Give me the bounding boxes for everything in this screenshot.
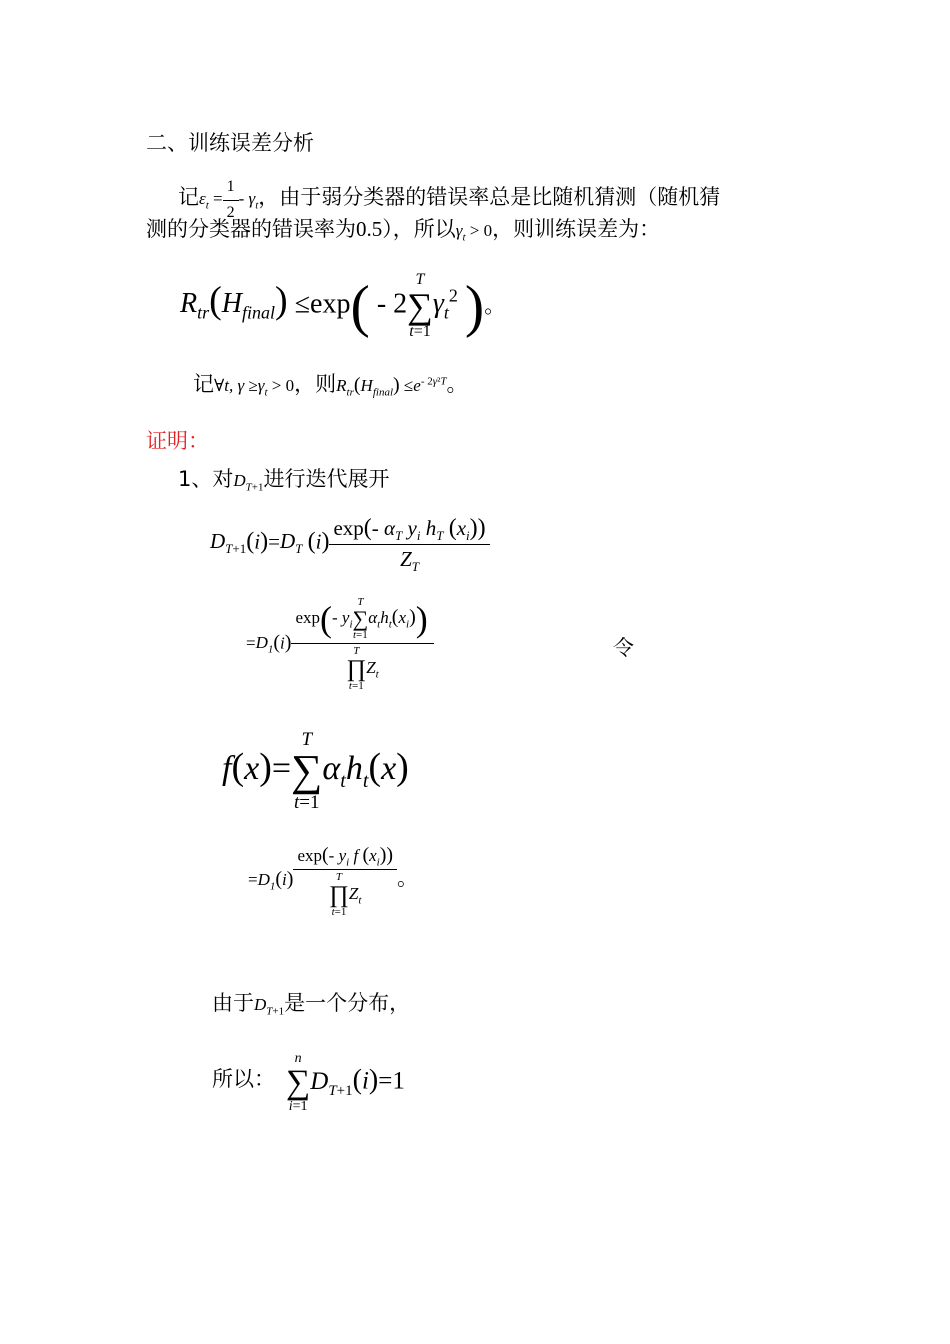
forall-condition: ∀t, $\gamma \ge\gamma_t > 0$ — [214, 376, 295, 399]
para1-line2 — [146, 216, 660, 243]
sum-label: 所以： — [212, 1067, 275, 1091]
para1-line2-start: 测的分类器的错误率为 — [146, 217, 356, 241]
step1-number: 1、对 — [178, 467, 234, 491]
recursion-equation-1: $D_{T+1}(i)=D_T$ (i) $\frac{\exp(- \alpha_T y_i h_T (x_i))}{Z_T}$ — [210, 515, 490, 572]
recursion-equation-3: $=D_1(i)$ exp(- $y_i$ f $(x_i)$) T ∏ t=1 $Z_t$ 。 — [248, 844, 419, 918]
para1-line2-end: ，则训练误差为： — [492, 217, 661, 241]
ling-char: 令 — [613, 636, 634, 660]
dist-suffix: 是一个分布， — [284, 991, 411, 1015]
distribution-statement — [212, 990, 410, 1017]
para2-prefix: 记 — [193, 372, 214, 396]
para2-mid: ，则 — [294, 372, 337, 396]
training-error-bound: $R_{tr}(H_{final}) \le\exp( - 2$ T ∑ t=1 $\gamma_t^2$ )。 — [180, 271, 506, 340]
recursion-equation-2: $=D_1(i)$ exp(- $y_i$ T ∑ t=1 $\alpha_th_t(x_i)$) T ∏ t=1 $Z_t$ — [246, 597, 434, 692]
d-t-plus-1-dist: $D_{T+1}$ — [254, 995, 285, 1018]
final-period: 。 — [397, 865, 419, 890]
sum-equation: n ∑ i=1 $D_{T+1}(i)=1$ — [286, 1051, 405, 1114]
gamma-positive: $\gamma_t > 0$ — [455, 221, 493, 244]
dist-prefix: 由于 — [212, 991, 254, 1015]
para1-line2-mid: ），所以 — [382, 217, 456, 241]
value-half: 0.5 — [356, 217, 383, 241]
bound-end: 。 — [484, 293, 506, 318]
para2-end: 。 — [446, 372, 468, 396]
para2 — [193, 371, 468, 398]
exp-bound: $R_{tr}(H_{final}) \le e^{- 2\gamma^2T}$ — [336, 374, 447, 399]
d-t-plus-1: $D_{T+1}$ — [233, 471, 264, 494]
epsilon-definition: $\varepsilon_t$ = $\frac{1}{2}$ - $\gamma_t$ — [199, 178, 259, 221]
para1-after-eps: ，由于弱分类器的错误率总是比随机猜测（随机猜 — [258, 185, 721, 210]
step1-suffix: 进行迭代展开 — [263, 467, 390, 491]
proof-label: 证明： — [146, 429, 209, 453]
f-definition: f(x)= T ∑ t=1 $\alpha_th_t(x)$ — [222, 729, 409, 813]
section-title: 二、训练误差分析 — [146, 131, 314, 155]
para1-prefix: 记 — [178, 185, 199, 210]
step1 — [178, 466, 390, 493]
